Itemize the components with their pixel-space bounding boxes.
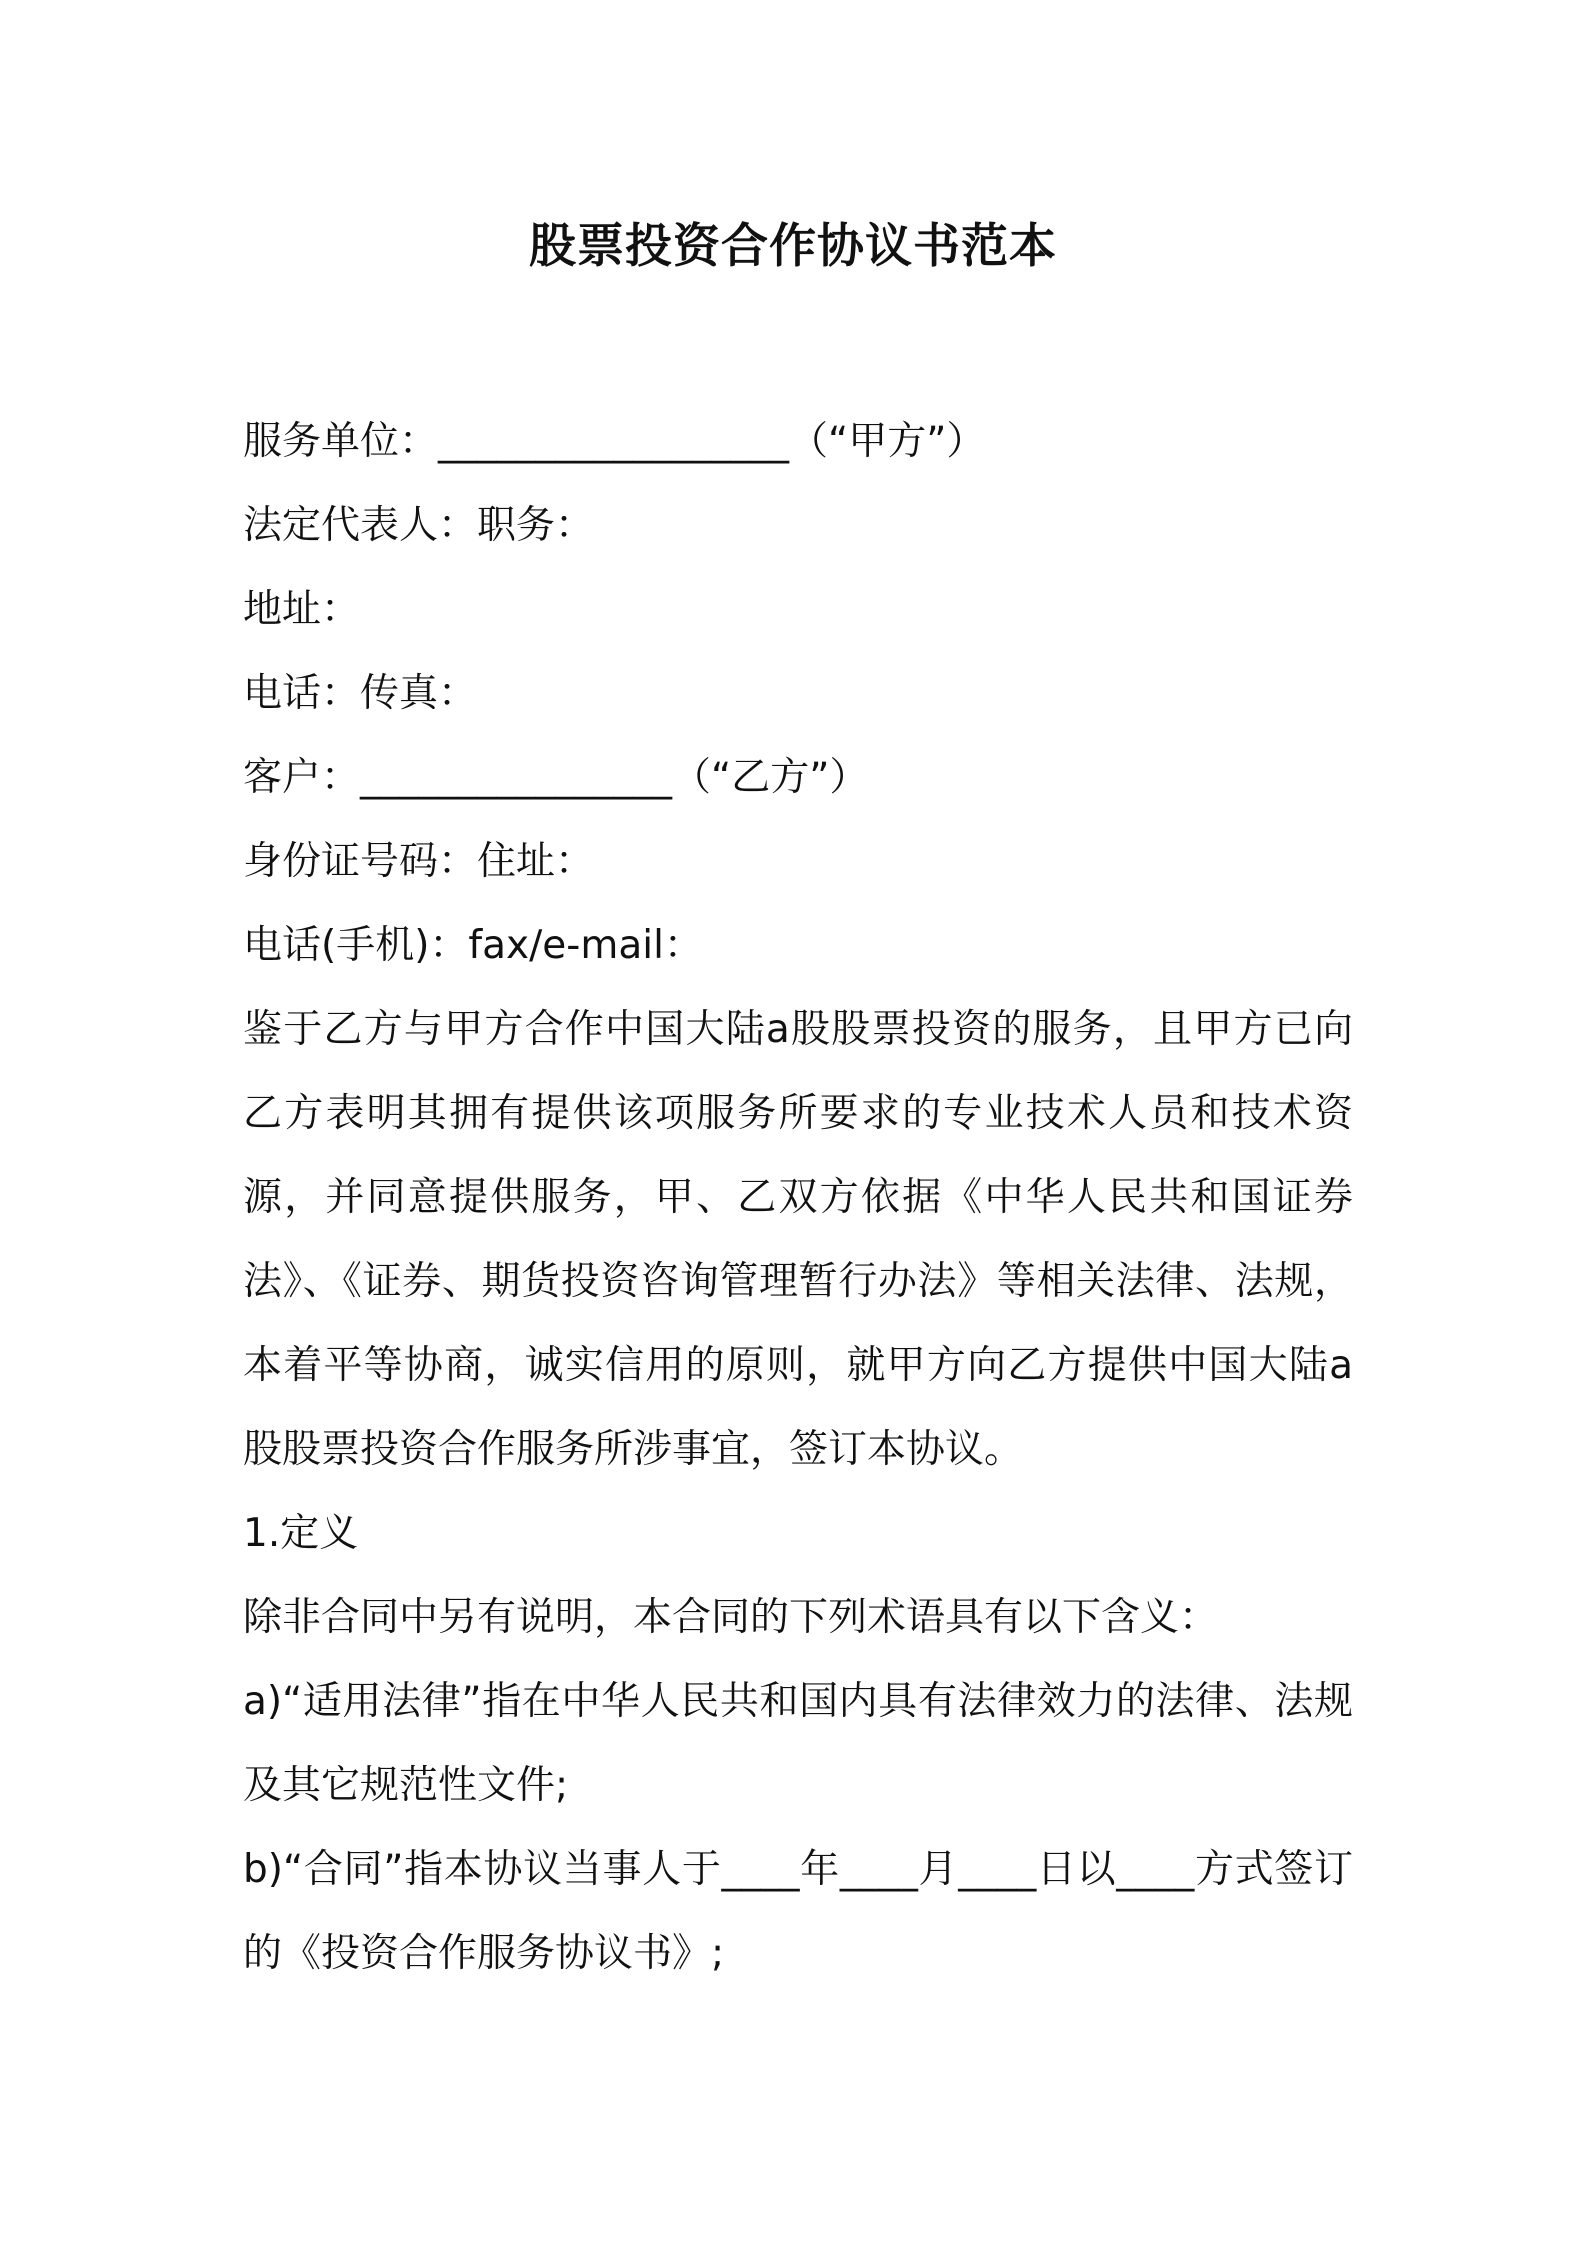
section-1-heading: 1.定义 xyxy=(243,1511,359,1556)
legal-representative-line: 法定代表人：职务： xyxy=(243,503,595,548)
party-a-line: 服务单位：__________________（“甲方”） xyxy=(243,419,986,464)
mobile-email-line: 电话(手机)：fax/e-mail： xyxy=(243,923,703,968)
document-body xyxy=(243,400,1353,1996)
preamble-paragraph: 鉴于乙方与甲方合作中国大陆a股股票投资的服务，且甲方已向乙方表明其拥有提供该项服务所要求的专业技术人员和技术资源，并同意提供服务，甲、乙双方依据《中华人民共和国证券法》、《证券、期货投资咨询管理暂行办法》等相关法律、法规，本着平等协商，诚实信用的原则，就甲方向乙方提供中国大陆a股股票投资合作服务所涉事宜，签订本协议。 xyxy=(243,1007,1353,1472)
document-title: 股票投资合作协议书范本 xyxy=(529,219,1057,274)
address-line: 地址： xyxy=(243,587,361,632)
id-residence-line: 身份证号码：住址： xyxy=(243,839,595,884)
phone-fax-line: 电话：传真： xyxy=(243,671,478,716)
definitions-intro: 除非合同中另有说明，本合同的下列术语具有以下含义： xyxy=(243,1595,1219,1640)
definition-b: b)“合同”指本协议当事人于____年____月____日以____方式签订的《投资合作服务协议书》; xyxy=(243,1847,1353,1976)
party-b-line: 客户：________________（“乙方”） xyxy=(243,755,869,800)
definition-a: a)“适用法律”指在中华人民共和国内具有法律效力的法律、法规及其它规范性文件; xyxy=(243,1679,1353,1808)
